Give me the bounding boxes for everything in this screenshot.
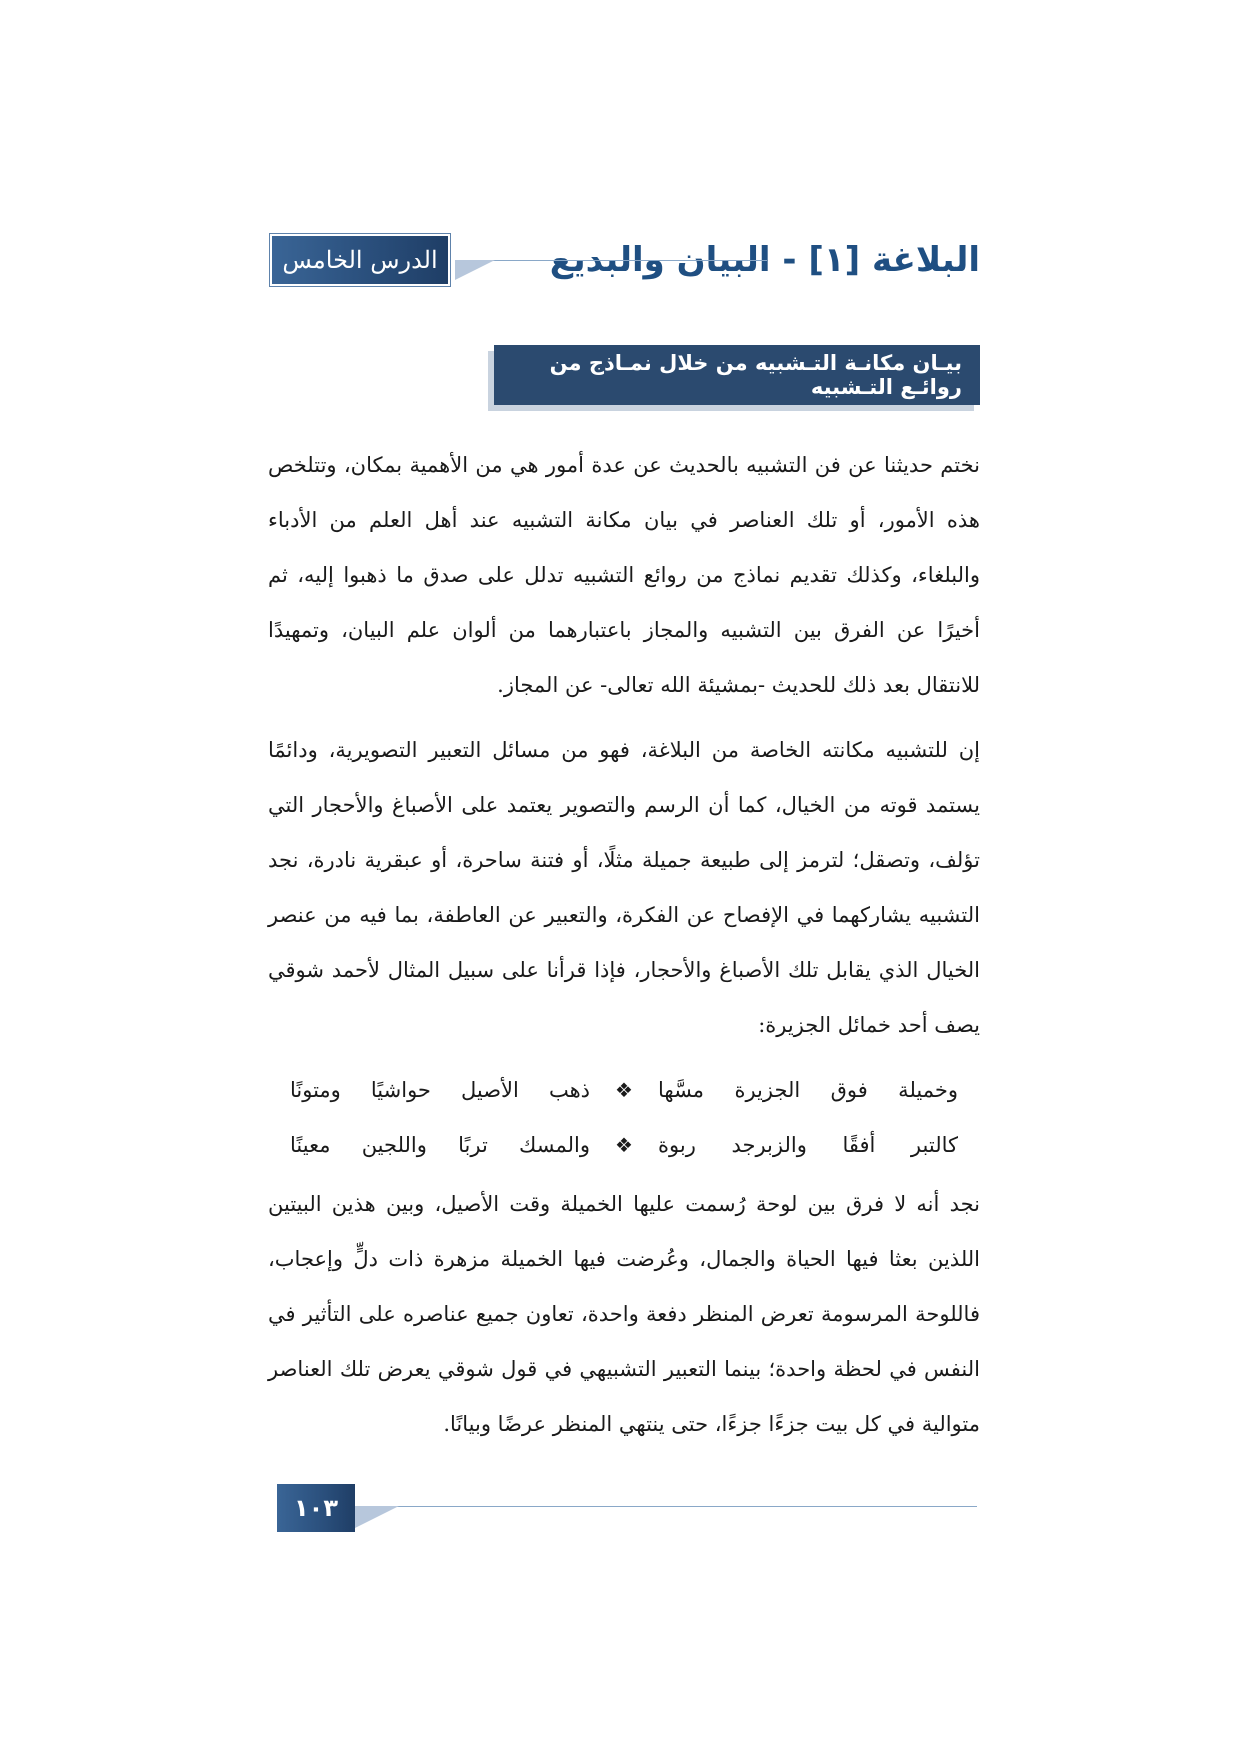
footer-accent bbox=[355, 1506, 399, 1528]
poem-first-hemistich: وخميلة فوق الجزيرة مسَّها bbox=[658, 1078, 958, 1102]
section-heading: بيـان مكانـة التـشبيه من خلال نمـاذج من روائـع التـشبيه bbox=[494, 345, 980, 405]
poem-verse bbox=[268, 1063, 980, 1118]
header-divider bbox=[455, 260, 767, 261]
page-number: ١٠٣ bbox=[277, 1484, 355, 1532]
paragraph-closing: نجد أنه لا فرق بين لوحة رُسمت عليها الخميلة وقت الأصيل، وبين هذين البيتين اللذين بعثا فيها الحياة والجمال، وعُرضت فيها الخميلة مزهرة ذات دلٍّ وإعجاب، فاللوحة المرسومة تعرض المنظر دفعة واحدة، تعاون جميع عناصره على التأثير في النفس في لحظة واحدة؛ بينما التعبير التشبيهي في قول شوقي يعرض تلك العناصر متوالية في كل بيت جزءًا جزءًا، حتى ينتهي المنظر عرضًا وبيانًا. bbox=[268, 1192, 980, 1436]
poem bbox=[268, 1063, 980, 1173]
paragraph-body: إن للتشبيه مكانته الخاصة من البلاغة، فهو من مسائل التعبير التصويرية، ودائمًا يستمد قوته من الخيال، كما أن الرسم والتصوير يعتمد على الأصباغ والأحجار التي تؤلف، وتصقل؛ لترمز إلى طبيعة جميلة مثلًا، أو فتنة ساحرة، أو عبقرية نادرة، نجد التشبيه يشاركهما في الإفصاح عن الفكرة، والتعبير عن العاطفة، بما فيه من عنصر الخيال الذي يقابل تلك الأصباغ والأحجار، فإذا قرأنا على سبيل المثال لأحمد شوقي يصف أحد خمائل الجزيرة: bbox=[268, 738, 980, 1037]
lesson-badge: الدرس الخامس bbox=[270, 234, 450, 286]
verse-separator-icon: ❖ bbox=[615, 1133, 633, 1157]
poem-verse bbox=[268, 1118, 980, 1173]
poem-first-hemistich: كالتبر أفقًا والزبرجد ربوة bbox=[658, 1133, 958, 1157]
poem-second-hemistich: والمسك تربًا واللجين معينًا bbox=[290, 1133, 590, 1157]
paragraph-intro: نختم حديثنا عن فن التشبيه بالحديث عن عدة أمور هي من الأهمية بمكان، وتتلخص هذه الأمور، أو تلك العناصر في بيان مكانة التشبيه عند أهل العلم من الأدباء والبلغاء، وكذلك تقديم نماذج من روائع التشبيه تدلل على صدق ما ذهبوا إليه، ثم أخيرًا عن الفرق بين التشبيه والمجاز باعتبارهما من ألوان علم البيان، وتمهيدًا للانتقال بعد ذلك للحديث -بمشيئة الله تعالى- عن المجاز. bbox=[268, 453, 980, 697]
page-footer bbox=[277, 1484, 977, 1536]
book-title: البلاغة [١] - البيان والبديع bbox=[549, 240, 980, 280]
header-accent bbox=[455, 260, 495, 280]
page-header bbox=[270, 232, 980, 292]
verse-separator-icon: ❖ bbox=[615, 1078, 633, 1102]
footer-divider bbox=[355, 1506, 977, 1507]
poem-second-hemistich: ذهب الأصيل حواشيًا ومتونًا bbox=[290, 1078, 590, 1102]
main-content bbox=[268, 438, 980, 1462]
